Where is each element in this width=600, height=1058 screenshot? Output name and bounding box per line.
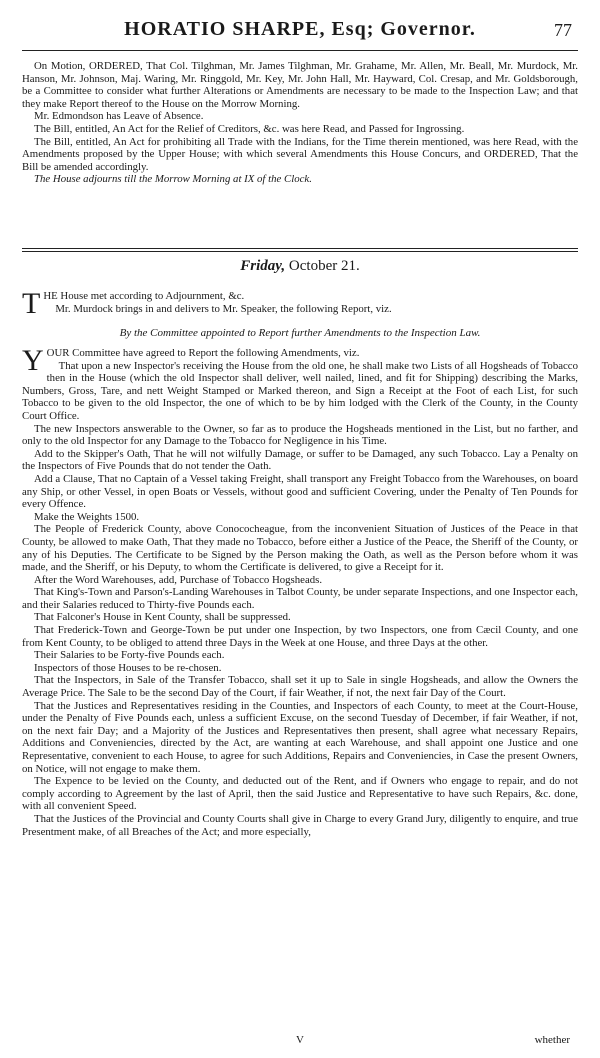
report-intro: OUR Committee have agreed to Report the following Amendments, viz.	[46, 347, 360, 359]
report-paragraph: The new Inspectors answerable to the Owner, so far as to produce the Hogsheads mentioned in the List, but no farther, and only to the old Inspector for any Damage to the Tobacco for Negligence in his Time.	[22, 422, 578, 448]
dropcap-letter: T	[22, 287, 41, 320]
report-paragraph: That the Justices of the Provincial and County Courts shall give in Charge to every Grand Jury, diligently to enquire, and true Presentment make, of all Breaches of the Act; and more especially,	[22, 812, 578, 838]
committee-heading: By the Committee appointed to Report further Amendments to the Inspection Law.	[119, 327, 481, 339]
header-rule	[22, 50, 578, 51]
section-rule-bottom	[22, 251, 578, 252]
day-heading	[0, 258, 600, 275]
page-header	[0, 18, 600, 48]
report-paragraph: The Expence to be levied on the County, and deducted out of the Rent, and if Owners who engage to repair, and do not comply according to Agreement by the last of April, then the said Justice and Representative to have such Repairs, &c. done, with all convenient Speed.	[22, 775, 578, 813]
report-paragraph: Inspectors of those Houses to be re-chosen.	[34, 661, 222, 674]
adjournment-line: The House adjourns till the Morrow Morning at IX of the Clock.	[34, 173, 312, 186]
paragraph: The Bill, entitled, An Act for the Relief of Creditors, &c. was here Read, and Passed for Ingrossing.	[34, 122, 465, 135]
paragraph: The Bill, entitled, An Act for prohibiting all Trade with the Indians, for the Time therein mentioned, was here Read, with the Amendments proposed by the Upper House; with which several Amendments this House Concurs, and ORDERED, That the Bill be amended accordingly.	[22, 135, 578, 173]
day-name: Friday,	[240, 258, 286, 274]
report-paragraph: Add a Clause, That no Captain of a Vessel taking Freight, shall transport any Freight Tobacco from the Warehouses, on board any Ship, or other Vessel, in open Boats or Vessels, without good and sufficient Covering, under the Penalty of Ten Pounds for every Offence.	[22, 472, 578, 511]
report-paragraph: That King's-Town and Parson's-Landing Warehouses in Talbot County, be under separate Inspections, and one Inspector each, and their Salaries reduced to Thirty-five Pounds each.	[22, 586, 578, 611]
report-paragraph: Their Salaries to be Forty-five Pounds each.	[34, 649, 225, 662]
paragraph: Mr. Edmondson has Leave of Absence.	[34, 110, 204, 123]
running-title: HORATIO SHARPE, Esq; Governor.	[124, 18, 476, 40]
dropcap-letter: Y	[22, 344, 44, 377]
report-paragraph: That Falconer's House in Kent County, shall be suppressed.	[34, 611, 291, 624]
paragraph: On Motion, ORDERED, That Col. Tilghman, Mr. James Tilghman, Mr. Grahame, Mr. Allen, Mr. Beall, Mr. Murdock, Mr. Hanson, Mr. Johnson, Maj. Waring, Mr. Ringgold, Mr. Key, Mr. John Hall, Mr. Hayward, Col. Cresap, and Mr. Goldsborough, be a Committee to consider what further Alterations or Amendments are necessary to be made to the Inspection Law; and that they make Report thereof to the House on the Morrow Morning.	[22, 60, 578, 110]
report-paragraph: Add to the Skipper's Oath, That he will not wilfully Damage, or suffer to be Damaged, any such Tobacco. Lay a Penalty on the Inspectors of Five Pounds that do not tender the Oath.	[22, 447, 578, 473]
opening-line: Mr. Murdock brings in and delivers to Mr. Speaker, the following Report, viz.	[55, 302, 392, 315]
report-paragraph: That the Justices and Representatives residing in the Counties, and Inspectors of each County, to meet at the Court-House, under the Penalty of Five Pounds each, unless a sufficient Excuse, on the second Tuesday of December, if fair Weather, if not, on the next fair Day; and a Majority of the Justices and Representatives then present, shall agree what necessary Repairs, Additions and Conveniencies, directed by the Act, are wanting at each Warehouse, and shall appoint one Justice and one Representative, convenient to each House, to agree for such Additions, Repairs and Conveniencies, in Case the present Owners, on Notice, will not engage to make them.	[22, 699, 578, 775]
catchword: whether	[534, 1034, 570, 1046]
report-paragraph: That upon a new Inspector's receiving the House from the old one, he shall make two Lists of all Hogsheads of Tobacco then in the House (which the old Inspector shall deliver, well nailed, lined, and fit for Shipping) describing the Marks, Numbers, Gross, Tare, and nett Weight Stamped or Marked thereon, and Sign a Receipt at the Foot of each List, for such Tobacco to be given to the old Inspector, the one of which to be by him lodged with the Clerk of the County, in the County Court Office.	[22, 359, 578, 422]
committee-order-section	[22, 60, 578, 186]
report-paragraph: That the Inspectors, in Sale of the Transfer Tobacco, shall set it up to Sale in single Hogsheads, and allow the Owners the Average Price. The Sale to be the second Day of the Court, if fair Weather, if not, the next fair Day of the Court.	[22, 674, 578, 700]
report-paragraph: The People of Frederick County, above Conococheague, from the inconvenient Situation of Justices of the Peace in that County, be allowed to make Oath, That they made no Tobacco, before either a Justice of the Peace, the Sheriff of the County, or any of his Deputies. The Certificate to be Signed by the Person making the Oath, as well as the Person before whom it was made, and the Sheriff, or his Deputy, to whom the Certificate is delivered, to give a Receipt for it.	[22, 523, 578, 574]
report-paragraph: Make the Weights 1500.	[34, 510, 140, 523]
page-number: 77	[554, 20, 572, 40]
opening-section	[22, 287, 578, 320]
section-rule-top	[22, 248, 578, 249]
report-section	[22, 344, 578, 838]
opening-line: HE House met according to Adjournment, &c.	[43, 290, 245, 302]
day-date: October 21.	[288, 258, 360, 274]
signature-mark: V	[296, 1034, 304, 1046]
report-paragraph: That Frederick-Town and George-Town be put under one Inspection, by two Inspectors, one from Cæcil County, and one from Kent County, to be obliged to attend three Days in the Week at one House, and three Days at the other.	[22, 624, 578, 649]
report-paragraph: After the Word Warehouses, add, Purchase of Tobacco Hogsheads.	[34, 573, 323, 586]
